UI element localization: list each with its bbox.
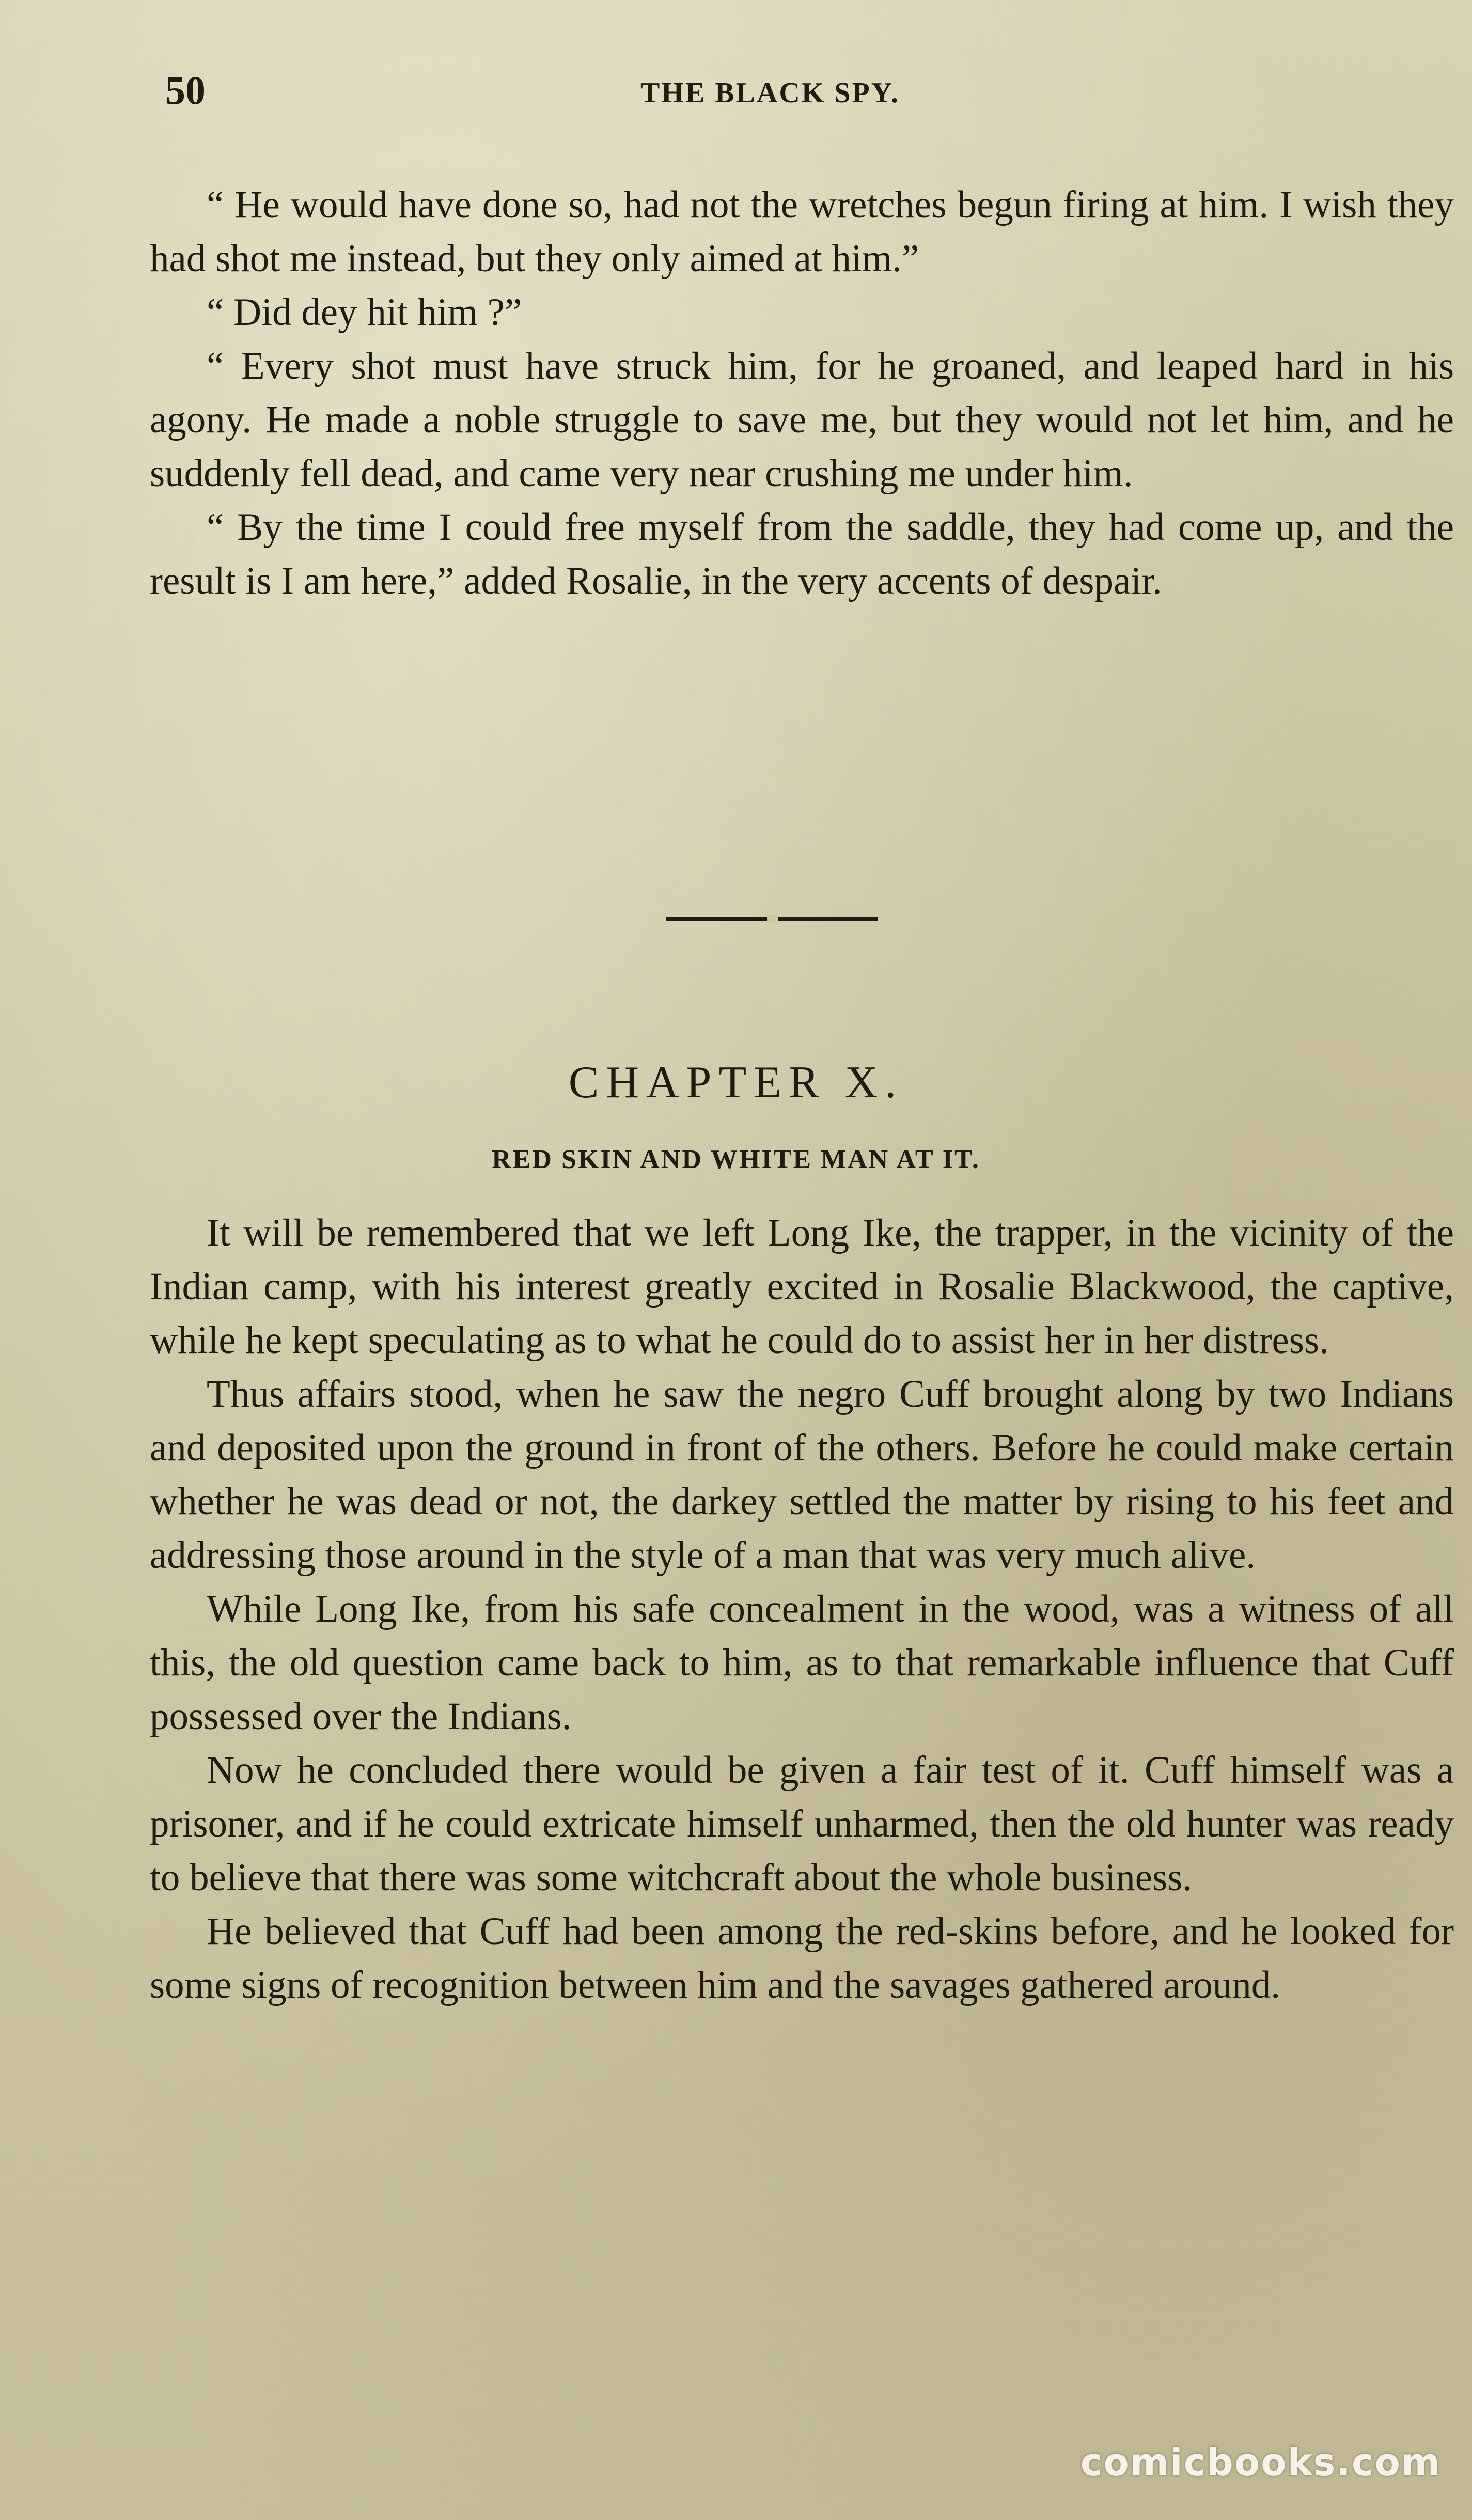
paragraph: Thus affairs stood, when he saw the negro Cuff brought along by two Indians and deposited upon the ground in front of the others. Before he could make certain whether he was dead or not, the darkey settled the matter by rising to his feet and addressing those around in the style of a man that was very much alive. [150, 1373, 1454, 1577]
chapter-title: CHAPTER X. [568, 1057, 904, 1108]
page-header [165, 67, 1400, 124]
page-number: 50 [165, 68, 206, 113]
source-watermark: comicbooks.com [1080, 2440, 1441, 2484]
section-divider [666, 917, 878, 921]
paragraph: “ Did dey hit him ?” [207, 291, 522, 334]
paragraph: “ He would have done so, had not the wretches begun firing at him. I wish they had shot me instead, but they only aimed at him.” [150, 183, 1454, 280]
chapter-subtitle: RED SKIN AND WHITE MAN AT IT. [492, 1145, 980, 1174]
running-title: THE BLACK SPY. [640, 77, 900, 109]
paragraph: It will be remembered that we left Long Ike, the trapper, in the vicinity of the Indian camp, with his interest greatly excited in Rosalie Blackwood, the captive, while he kept speculating as to what he could do to assist her in her distress. [150, 1211, 1454, 1362]
paragraph: Now he concluded there would be given a fair test of it. Cuff himself was a prisoner, and if he could extricate himself unharmed, then the old hunter was ready to believe that there was some witchcraft about the whole business. [150, 1749, 1454, 1899]
paragraph: “ By the time I could free myself from the saddle, they had come up, and the result is I am here,” added Rosalie, in the very accents of despair. [150, 506, 1454, 602]
paragraph: While Long Ike, from his safe concealment in the wood, was a witness of all this, the old question came back to him, as to that remarkable influence that Cuff possessed over the Indians. [150, 1588, 1454, 1738]
paragraph: “ Every shot must have struck him, for he groaned, and leaped hard in his agony. He made a noble struggle to save me, but they would not let him, and he suddenly fell dead, and came very near crushing me under him. [150, 345, 1454, 495]
paragraph: He believed that Cuff had been among the red-skins before, and he looked for some signs of recognition between him and the savages gathered around. [150, 1910, 1454, 2006]
text-block-chapter-body [150, 1206, 1454, 2012]
text-block-before-chapter [150, 178, 1454, 608]
